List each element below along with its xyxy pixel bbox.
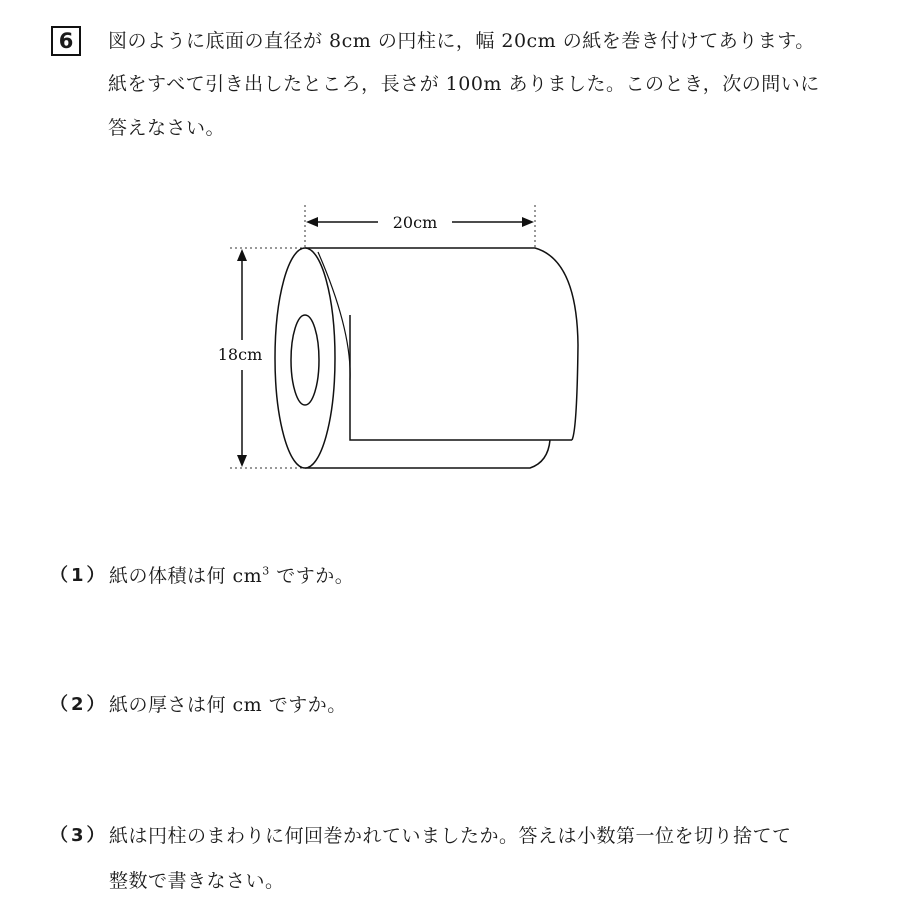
question-1-superscript: 3 xyxy=(262,564,270,578)
question-1-label: （1） xyxy=(50,565,108,586)
height-arrowhead-top xyxy=(237,249,247,261)
question-3-line-2: 整数で書きなさい。 xyxy=(109,870,285,892)
intro-line-2: 紙をすべて引き出したところ，長さが 100m ありました。このとき，次の問いに xyxy=(108,73,820,95)
hanging-paper-sheet xyxy=(350,315,572,440)
question-1-text-main: 紙の体積は何 cm xyxy=(109,565,263,587)
intro-line-3: 答えなさい。 xyxy=(108,117,226,139)
intro-line-1: 図のように底面の直径が 8cm の円柱に，幅 20cm の紙を巻き付けてあります。 xyxy=(108,30,815,52)
question-1-text xyxy=(109,561,354,588)
roll-top-and-right-edge xyxy=(305,248,578,440)
roll-bottom-edge xyxy=(305,440,550,468)
question-1-text-end: ですか。 xyxy=(269,565,355,587)
problem-number: 6 xyxy=(51,26,81,56)
core-hole xyxy=(291,315,319,405)
question-3-line-1: 紙は円柱のまわりに何回巻かれていましたか。答えは小数第一位を切り捨てて xyxy=(109,825,792,847)
height-label: 18cm xyxy=(217,345,263,364)
question-2-text: 紙の厚さは何 cm ですか。 xyxy=(109,694,347,716)
width-arrowhead-left xyxy=(306,217,318,227)
question-3-label: （3） xyxy=(50,825,108,846)
width-label: 20cm xyxy=(392,213,438,232)
height-arrowhead-bottom xyxy=(237,455,247,467)
width-arrowhead-right xyxy=(522,217,534,227)
question-2-label: （2） xyxy=(50,694,108,715)
